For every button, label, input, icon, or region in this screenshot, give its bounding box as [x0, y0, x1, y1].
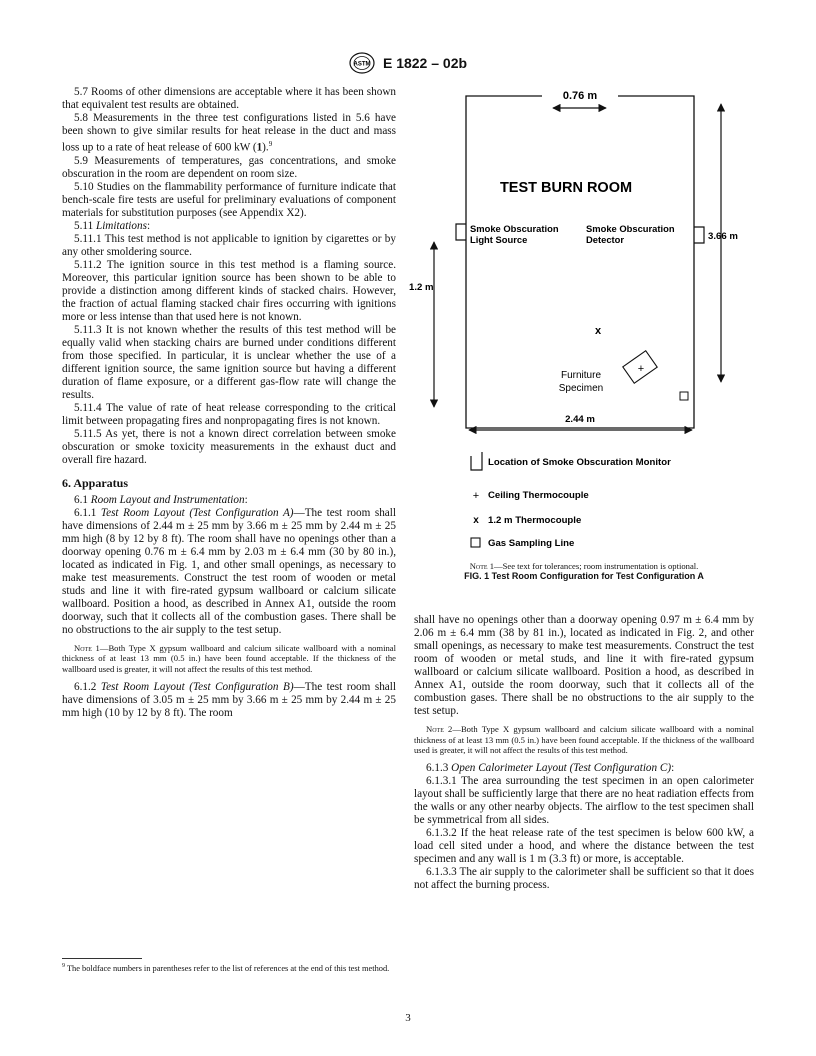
designation: E 1822 – 02b	[382, 55, 468, 71]
para-6-1-3-1: 6.1.3.1 The area surrounding the test specimen in an open calorimeter layout shall be sufficiently large that there are no heat radiation effects from the walls or any other nearby objects. The airflow to the test specimen shall be symmetrical from all sides.	[414, 774, 754, 826]
footnote: $^9$ The boldface numbers in parentheses refer to the list of references at the end of this test method.	[62, 963, 390, 973]
room-title: TEST BURN ROOM	[499, 180, 633, 196]
legend-12m-label: 1.2 m Thermocouple	[488, 515, 582, 526]
para-6-1-2: 6.1.2 Test Room Layout (Test Configuration B)—The test room shall have dimensions of 3.05 m ± 25 mm by 3.66 m ± 25 mm by 2.44 m ± 25 mm high (10 by 12 by 8 ft). The room	[62, 680, 396, 719]
thermocouple-1-2m-mark: x	[594, 325, 602, 337]
para-5-11-4: 5.11.4 The value of rate of heat release corresponding to the critical limit between propagating fires and nonpropagating fires is not known.	[62, 401, 396, 427]
figure-1	[409, 82, 764, 582]
para-5-11-2: 5.11.2 The ignition source in this test method is a flaming source. Moreover, this particular ignition source has been shown to be able to provide a distinction among different kinds of stacked chairs. However, the fraction of actual flaming stacked chair fires occurring with ignitions more or less intense than that used here is not known.	[62, 258, 396, 323]
legend-gas-label: Gas Sampling Line	[488, 538, 575, 549]
page-number: 3	[405, 1012, 411, 1024]
para-5-11: 5.11 Limitations:	[74, 219, 151, 232]
legend-monitor-label: Location of Smoke Obscuration Monitor	[488, 457, 671, 468]
legend-x-symbol: x	[473, 515, 479, 526]
figure-caption	[414, 561, 754, 581]
footnote-ref: 9	[268, 140, 273, 148]
gas-sampling-line-mark	[680, 392, 688, 400]
page-header	[0, 52, 816, 74]
smoke-detector-label-1: Smoke Obscuration	[586, 223, 675, 234]
para-6-1: 6.1 Room Layout and Instrumentation:	[74, 493, 248, 506]
para-6-1-3: 6.1.3 Open Calorimeter Layout (Test Configuration C):	[426, 761, 675, 774]
furniture-label-2: Specimen	[558, 383, 604, 394]
figure-title: FIG. 1 Test Room Configuration for Test Configuration A	[464, 571, 704, 581]
note-2: Note 2—Both Type X gypsum wallboard and calcium silicate wallboard with a nominal thickness of at least 13 mm (0.5 in.) have been found acceptable. If the thickness of the wallboard used is greater, it will not affect the results of this test method.	[414, 724, 754, 756]
para-5-9: 5.9 Measurements of temperatures, gas concentrations, and smoke obscuration in the room are dependent on room size.	[62, 154, 396, 180]
left-column	[62, 86, 396, 720]
para-5-10: 5.10 Studies on the flammability performance of furniture indicate that bench-scale fire tests are useful for preliminary evaluations of component materials for substitution purposes (see Appendix X2).	[62, 180, 396, 219]
para-5-11-1: 5.11.1 This test method is not applicable to ignition by cigarettes or by any other smoldering source.	[62, 232, 396, 258]
legend-gas-symbol	[471, 538, 480, 547]
figure-note: Note 1—See text for tolerances; room instrumentation is optional.	[469, 561, 699, 571]
smoke-monitor-left	[456, 224, 466, 240]
svg-text:ASTM: ASTM	[353, 61, 371, 68]
legend-monitor-symbol	[471, 452, 482, 470]
ceiling-thermocouple-mark: +	[637, 363, 645, 375]
para-6-1-3-3: 6.1.3.3 The air supply to the calorimeter shall be sufficient so that it does not affect the burning process.	[414, 865, 754, 891]
astm-logo	[349, 52, 375, 74]
para-6-1-2-cont: shall have no openings other than a doorway opening 0.97 m ± 6.4 mm by 2.06 m ± 6.4 mm (38 by 81 in.), located as indicated in Fig. 2, and other small openings, as necessary to make test measurements. Construct the test room of wooden or metal studs, and line it with fire-rated gypsum wallboard or calcium silicate wallboard. Position a hood, as described in Annex A1, outside the room doorway, such that it collects all of the combustion gases. There shall be no obstructions to the air supply to the test setup.	[414, 614, 754, 717]
furniture-label-1: Furniture	[560, 370, 602, 381]
smoke-source-label-1: Smoke Obscuration	[470, 223, 559, 234]
smoke-monitor-right	[694, 227, 704, 243]
para-5-8: 5.8 Measurements in the three test configurations listed in 5.6 have been shown to give similar results for heat release in the duct and mass loss up to a rate of heat release of 600 kW (1).$^9$	[62, 112, 396, 154]
smoke-source-label-2: Light Source	[470, 234, 528, 245]
para-6-1-3-2: 6.1.3.2 If the heat release rate of the test specimen is below 600 kW, a load cell sited under a hood, and where the distance between the test specimen and any wall is 1 m (3.3 ft) or more, is acceptable.	[414, 826, 754, 865]
dim-bottom-label: 2.44 m	[565, 414, 595, 425]
footnote-rule	[62, 958, 142, 959]
para-6-1-1: 6.1.1 Test Room Layout (Test Configuration A)—The test room shall have dimensions of 2.44 m ± 25 mm by 3.66 m ± 25 mm by 2.44 m ± 25 mm high (8 by 12 by 8 ft). The room shall have no openings other than a doorway opening 0.76 m ± 6.4 mm by 2.03 m ± 6.4 mm (30 by 80 in.), located as indicated in Fig. 1, and other small openings, as necessary to make test measurements. Construct the test room of wooden or metal studs and line it with fire-rated gypsum wallboard or calcium silicate wallboard. Position a hood, as described in Annex A1, outside the room doorway, such that it collects all of the combustion gases. There shall be no obstructions to the air supply to the test setup.	[62, 506, 396, 636]
smoke-detector-label-2: Detector	[586, 234, 625, 245]
note-1: Note 1—Both Type X gypsum wallboard and calcium silicate wallboard with a nominal thickness of at least 13 mm (0.5 in.) have been found acceptable. If the thickness of the wallboard used is greater, it will not affect the results of this test method.	[62, 642, 396, 674]
dim-top-label: 0.76 m	[562, 90, 598, 102]
para-5-7: 5.7 Rooms of other dimensions are acceptable where it has been shown that equivalent test results are obtained.	[62, 86, 396, 111]
legend-plus-symbol: +	[472, 490, 480, 502]
right-column	[414, 614, 754, 892]
dim-left-label: 1.2 m	[409, 282, 434, 293]
para-5-11-5: 5.11.5 As yet, there is not a known direct correlation between smoke obscuration or smoke toxicity measurements in the exhaust duct and overall fire hazard.	[62, 427, 396, 466]
para-5-11-3: 5.11.3 It is not known whether the results of this test method will be equally valid when stacking chairs are burned under conditions different from those specified. In particular, it is unclear whether the use of a different ignition source, the same ignition source but having a different duration of flame exposure, or a different gas-flow rate will change the results.	[62, 323, 396, 401]
section-heading-apparatus: 6. Apparatus	[62, 475, 129, 490]
legend-ceiling-label: Ceiling Thermocouple	[488, 490, 589, 501]
dim-right-label: 3.66 m	[708, 231, 738, 242]
